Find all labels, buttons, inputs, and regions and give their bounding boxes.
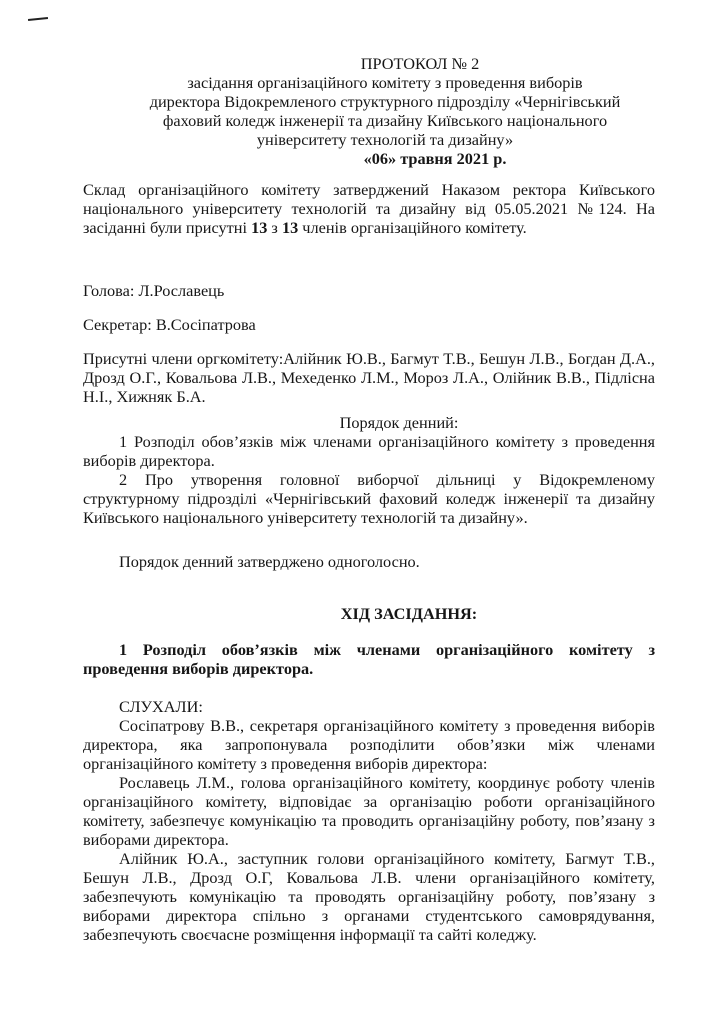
heard-paragraph-1: Сосіпатрову В.В., секретаря організаційного комітету з проведення виборів директора, яка запропонувала розподілити обов’язки між членами організаційного комітету з проведення виборів директора:: [83, 716, 655, 773]
subtitle-line-1: засідання організаційного комітету з проведення виборів: [187, 73, 583, 92]
subtitle-line-3: фаховий коледж інженерії та дизайну Київського національного: [162, 111, 608, 130]
scan-mark: [28, 17, 48, 21]
subtitle-line-2: директора Відокремленого структурного підрозділу «Чернігівський: [149, 92, 621, 111]
intro-paragraph: [83, 180, 655, 237]
proceedings-heading: ХІД ЗАСІДАННЯ:: [340, 604, 478, 623]
heard-paragraph-3: Алійник Ю.А., заступник голови організаційного комітету, Багмут Т.В., Бешун Л.В., Дрозд О.Г, Ковальова Л.В. члени організаційного комітету, забезпечують комунікацію та проводять організаційну роботу, пов’язану з виборами директора спільно з органами студентського самоврядування, забезпечують своєчасне розміщення інформації та сайті коледжу.: [83, 849, 655, 944]
members-list: Присутні члени оргкомітету:Алійник Ю.В., Багмут Т.В., Бешун Л.В., Богдан Д.А., Дрозд О.Г., Ковальова Л.В., Мехеденко Л.М., Мороз Л.А., Олійник В.В., Підлісна Н.І., Хижняк Б.А.: [83, 349, 655, 406]
heard-paragraph-2: Рославець Л.М., голова організаційного комітету, координує роботу членів організаційного комітету, відповідає за організацію роботи організаційного комітету, забезпечує комунікацію та проводить організаційну роботу, пов’язану з виборами директора.: [83, 773, 655, 849]
agenda-item-2: 2 Про утворення головної виборчої дільниці у Відокремленому структурному підрозділі «Чернігівський фаховий коледж інженерії та дизайну Київського національного університету технологій та дизайну».: [83, 470, 655, 527]
intro-text: Склад організаційного комітету затверджений Наказом ректора Київського національного університету технологій та дизайну від 05.05.2021 №124. На засіданні були присутні: [83, 180, 655, 237]
present-count: 13: [251, 218, 268, 237]
agenda-approved: Порядок денний затверджено одноголосно.: [119, 552, 420, 571]
agenda-item-1: 1 Розподіл обов’язків між членами організаційного комітету з проведення виборів директора.: [83, 432, 655, 470]
subtitle-line-4: університету технологій та дизайну»: [256, 130, 514, 149]
proceedings-item-1-title: 1 Розподіл обов’язків між членами організаційного комітету з проведення виборів директора.: [83, 640, 655, 678]
intro-text-end: членів організаційного комітету.: [298, 218, 527, 237]
document-header: [60, 54, 700, 168]
agenda-heading: Порядок денний:: [339, 413, 459, 432]
total-count: 13: [281, 218, 299, 237]
heard-label: СЛУХАЛИ:: [119, 697, 203, 716]
agenda-section: [83, 413, 655, 527]
secretary-line: Секретар: В.Сосіпатрова: [83, 315, 256, 334]
document-date: «06» травня 2021 р.: [363, 149, 507, 168]
chair-line: Голова: Л.Рославець: [83, 281, 225, 300]
document-title: ПРОТОКОЛ № 2: [360, 54, 480, 73]
intro-of: з: [267, 218, 282, 237]
heard-section: [83, 697, 655, 944]
